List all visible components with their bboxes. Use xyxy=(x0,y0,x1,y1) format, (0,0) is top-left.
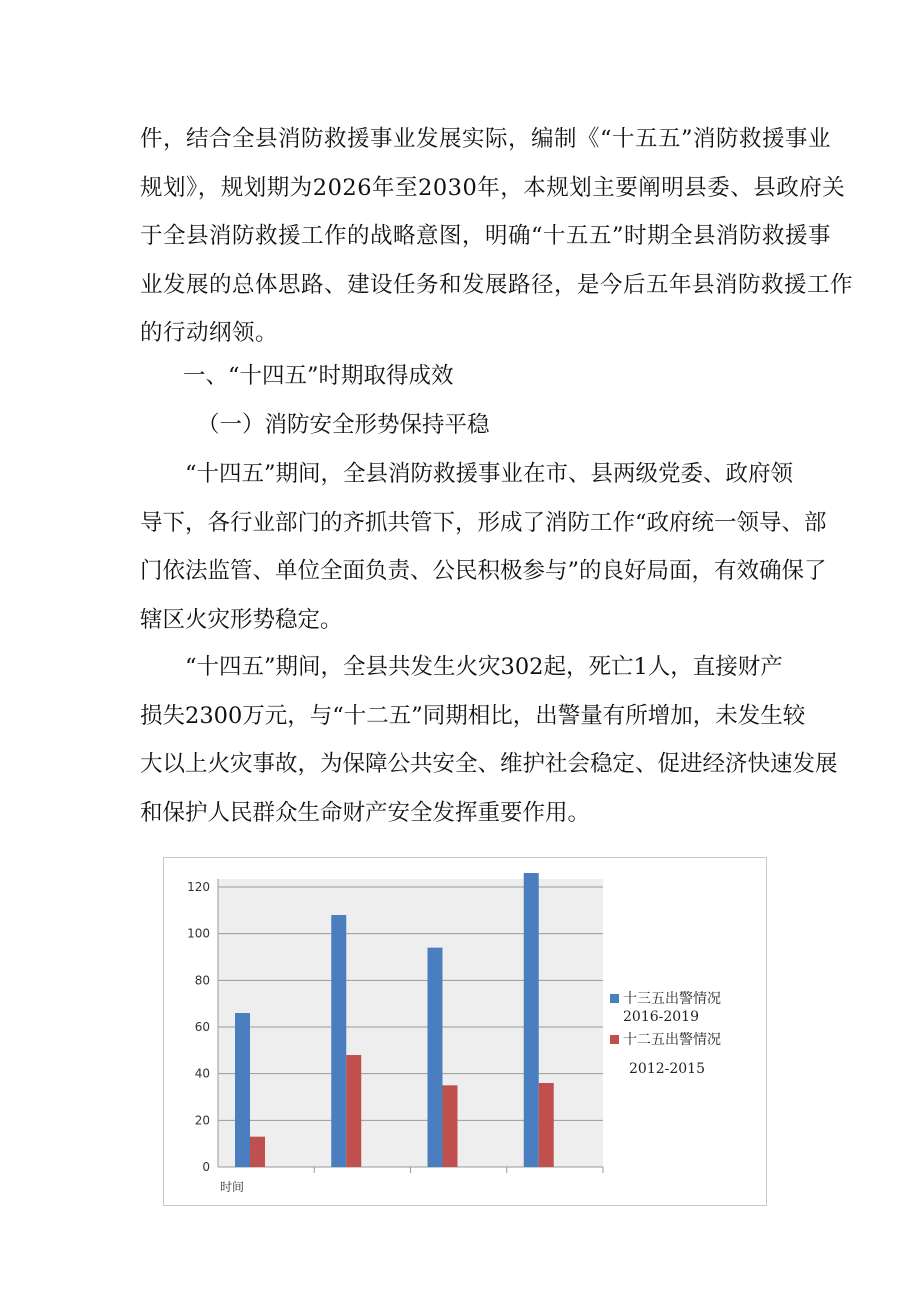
legend-label: 十三五出警情况 xyxy=(623,991,721,1007)
bar xyxy=(539,1083,554,1167)
paragraph-3-line: 损失2300万元，与“十二五”同期相比，出警量有所增加，未发生较 xyxy=(140,702,806,729)
paragraph-3-line: 大以上火灾事故，为保障公共安全、维护社会稳定、促进经济快速发展 xyxy=(140,751,838,777)
bar xyxy=(250,1137,265,1167)
bar xyxy=(235,1013,250,1167)
bar xyxy=(346,1055,361,1167)
y-tick-label: 40 xyxy=(194,1066,210,1081)
subsection-heading: （一）消防安全形势保持平稳 xyxy=(197,412,490,438)
paragraph-2-line: 辖区火灾形势稳定。 xyxy=(140,606,343,633)
paragraph-1-line: 业发展的总体思路、建设任务和发展路径，是今后五年县消防救援工作 xyxy=(140,271,854,298)
paragraph-2-line: 导下，各行业部门的齐抓共管下，形成了消防工作“政府统一领导、部 xyxy=(140,509,827,536)
y-tick-label: 100 xyxy=(187,926,210,941)
y-tick-label: 0 xyxy=(202,1160,210,1174)
paragraph-3-line: “十四五”期间，全县共发生火灾302起，死亡1人，直接财产 xyxy=(185,654,783,680)
paragraph-2 xyxy=(140,450,827,644)
y-tick-label: 80 xyxy=(194,973,210,988)
paragraph-3 xyxy=(140,643,838,837)
incident-bar-chart xyxy=(163,857,768,1207)
bar xyxy=(331,915,346,1167)
y-tick-label: 20 xyxy=(194,1113,210,1128)
paragraph-3-line: 和保护人民群众生命财产安全发挥重要作用。 xyxy=(140,799,591,826)
legend-sublabel: 2016-2019 xyxy=(623,1009,699,1025)
legend-label: 十二五出警情况 xyxy=(623,1032,721,1048)
paragraph-1-line: 件，结合全县消防救援事业发展实际，编制《“十五五”消防救援事业 xyxy=(140,126,832,152)
paragraph-2-line: 门依法监管、单位全面负责、公民积极参与”的良好局面，有效确保了 xyxy=(140,558,827,584)
bar xyxy=(428,948,443,1167)
legend-sublabel: 2012-2015 xyxy=(629,1061,705,1077)
section-heading: 一、“十四五”时期取得成效 xyxy=(183,363,454,389)
paragraph-1-line: 的行动纲领。 xyxy=(140,320,279,346)
paragraph-1-line: 于全县消防救援工作的战略意图，明确“十五五”时期全县消防救援事 xyxy=(140,223,832,249)
x-axis-label: 时间 xyxy=(220,1180,245,1194)
paragraph-1 xyxy=(140,115,854,358)
legend-swatch xyxy=(610,1035,619,1044)
y-tick-label: 120 xyxy=(187,880,210,894)
paragraph-1-line: 规划》，规划期为2026年至2030年，本规划主要阐明县委、县政府关 xyxy=(140,174,846,201)
bar xyxy=(443,1085,458,1167)
paragraph-2-line: “十四五”期间，全县消防救援事业在市、县两级党委、政府领 xyxy=(185,461,794,487)
y-tick-label: 60 xyxy=(194,1020,210,1034)
legend-swatch xyxy=(610,994,619,1003)
bar xyxy=(524,873,539,1167)
